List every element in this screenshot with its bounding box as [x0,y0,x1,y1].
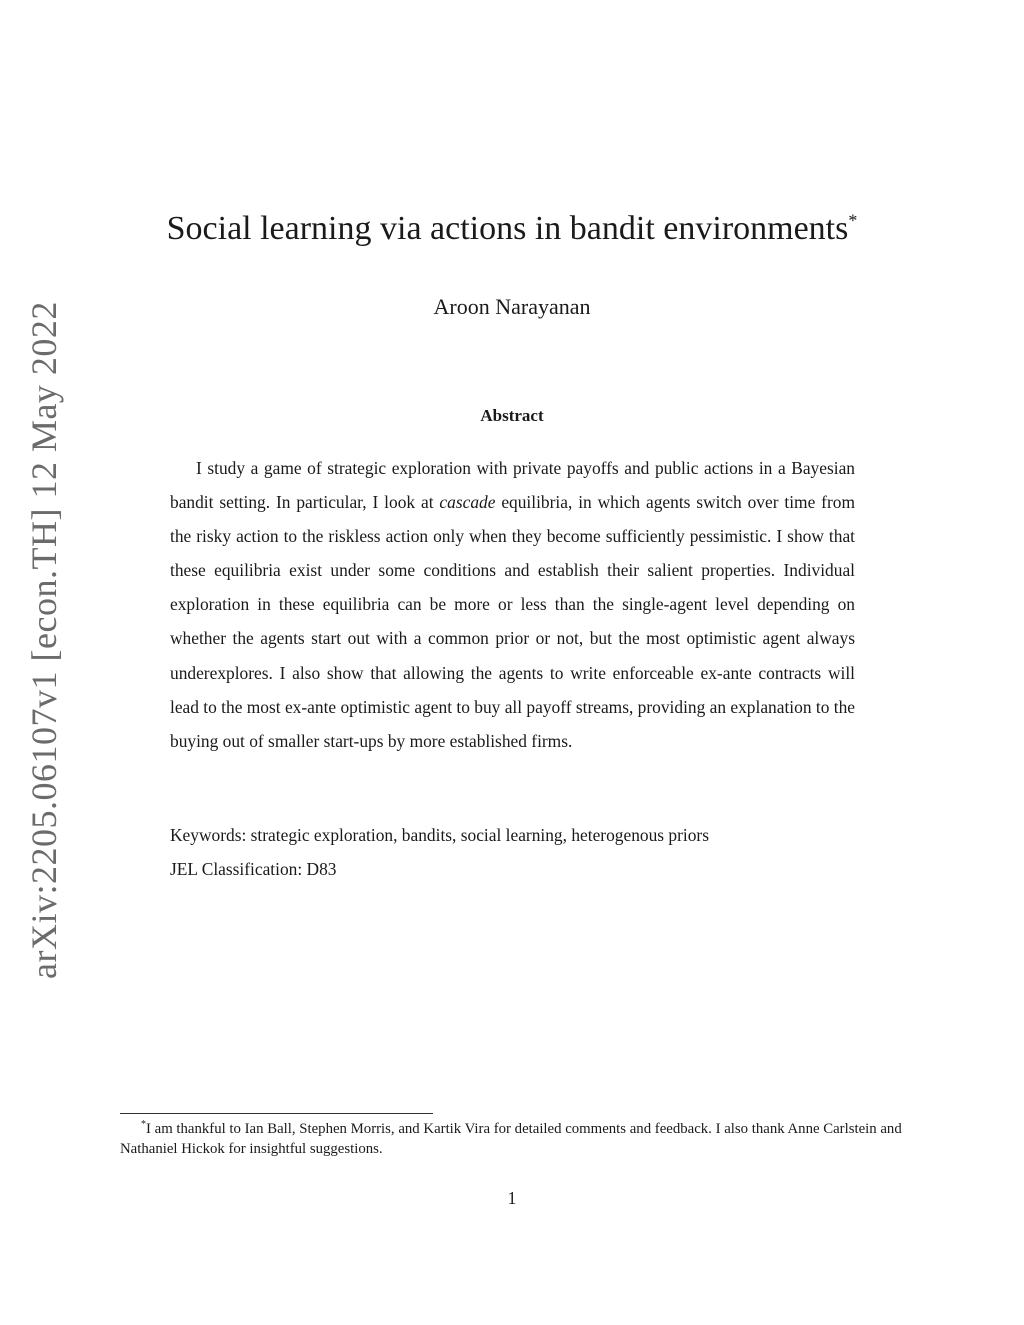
abstract-italic-term: cascade [439,492,496,513]
footnote-text: I am thankful to Ian Ball, Stephen Morris, and Kartik Vira for detailed comments and feedback. I also thank Anne Carlstein and Nathaniel Hickok for insightful suggestions. [120,1121,902,1157]
page-number: 1 [507,1188,517,1208]
paper-title [0,210,1024,248]
abstract-text-part-2: equilibria, in which agents switch over time from the risky action to the riskless action only when they become sufficiently pessimistic. I show that these equilibria exist under some conditions and establish their salient properties. Individual exploration in these equilibria can be more or less than the single-agent level depending on whether the agents start out with a common prior or not, but the most optimistic agent always underexplores. I also show that allowing the agents to write enforceable ex-ante contracts will lead to the most ex-ante optimistic agent to buy all payoff streams, providing an explanation to the buying out of smaller start-ups by more established firms. [170,492,855,751]
footnote [120,1119,910,1159]
paper-title-text: Social learning via actions in bandit environments [166,210,849,247]
keywords-line: Keywords: strategic exploration, bandits, social learning, heterogenous priors [170,825,709,845]
author-name: Aroon Narayanan [433,294,591,319]
abstract-text-part-1: I study a game of strategic exploration with private payoffs and public actions in a Bayesian bandit setting. In particular, I look at [170,458,855,513]
title-footnote-mark: * [848,210,858,231]
footnote-mark: * [141,1119,146,1131]
jel-classification-line: JEL Classification: D83 [170,859,337,879]
abstract-body [170,451,855,758]
footnote-divider [120,1113,433,1114]
abstract-heading: Abstract [480,406,544,425]
arxiv-identifier-stamp: arXiv:2205.06107v1 [econ.TH] 12 May 2022 [24,301,64,979]
